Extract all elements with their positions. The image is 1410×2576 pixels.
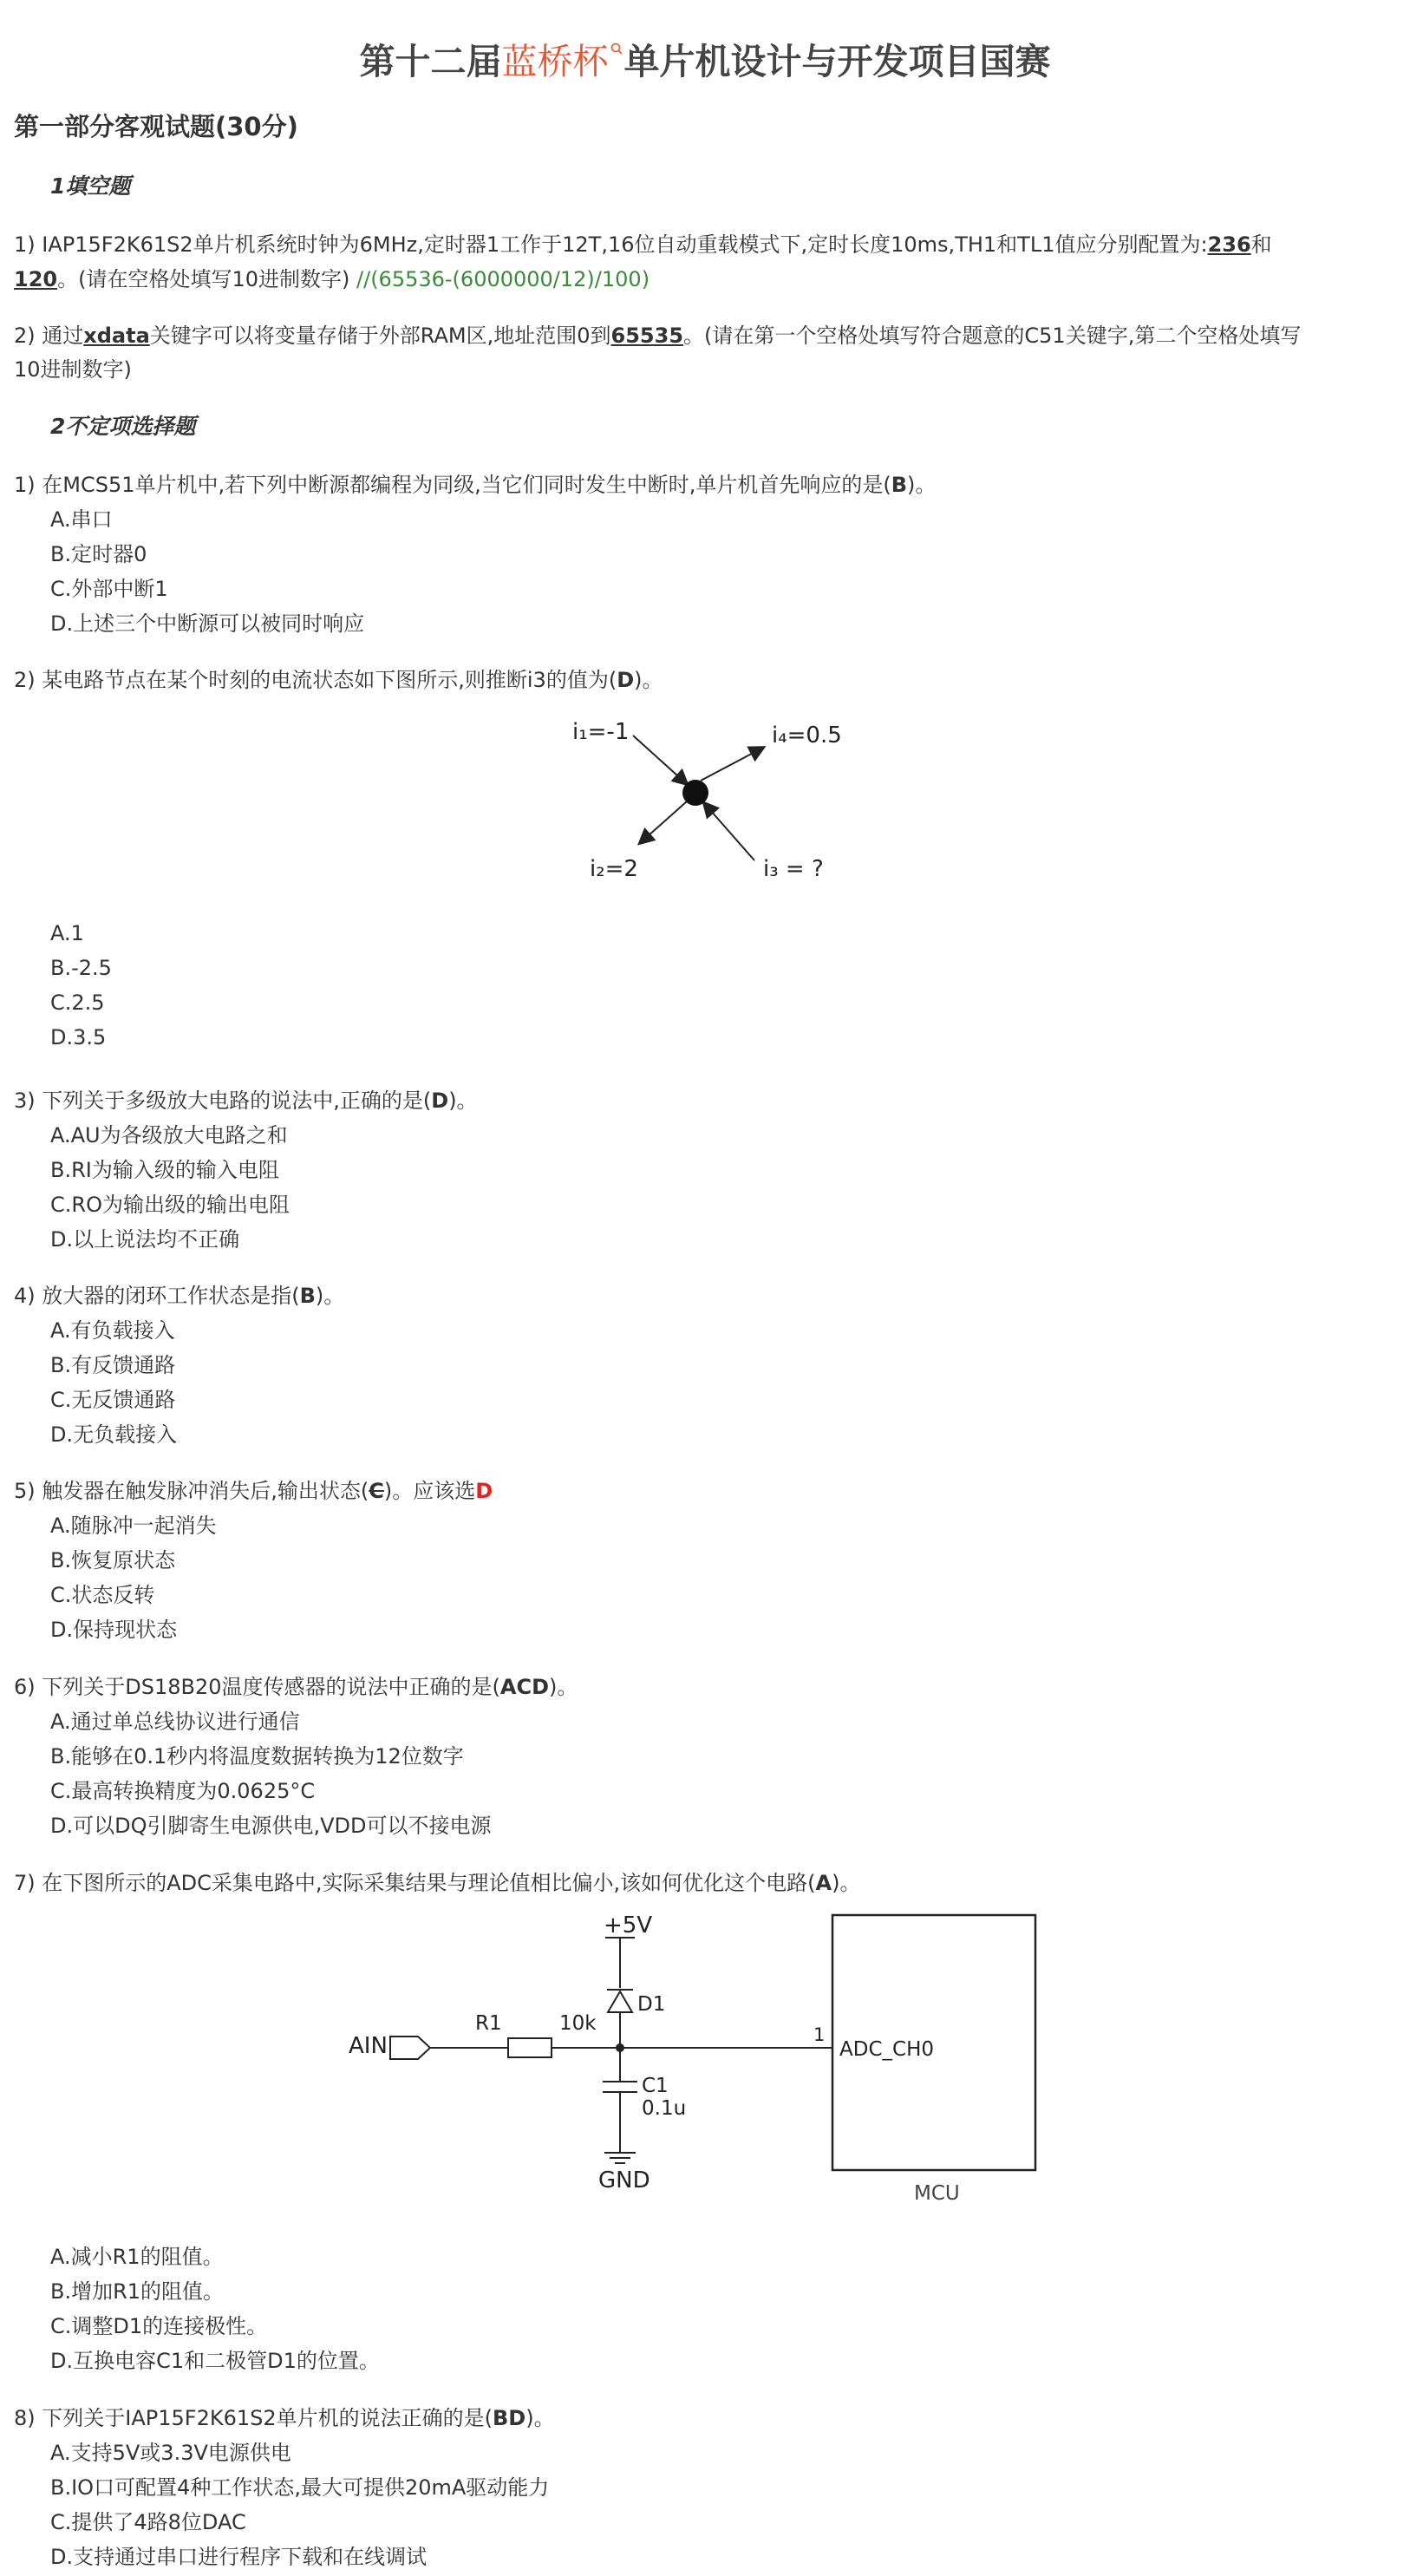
choice-q5-correction: D: [475, 1479, 493, 1503]
choice-q4-answer: B: [299, 1284, 316, 1308]
fill-q2-answer2: 65535: [610, 324, 684, 348]
choice-q4-option-a: A.有负载接入: [50, 1318, 175, 1343]
choice-q5-stem: 5) 触发器在触发脉冲消失后,输出状态(C)。应该选D: [14, 1479, 493, 1503]
choice-q2-answer: D: [617, 668, 635, 692]
choice-q6-option-c: C.最高转换精度为0.0625°C: [50, 1779, 316, 1803]
choice-q8-option-d: D.支持通过串口进行程序下载和在线调试: [50, 2545, 428, 2569]
choice-q6-option-d: D.可以DQ引脚寄生电源供电,VDD可以不接电源: [50, 1814, 492, 1838]
label-pin1: 1: [813, 2024, 826, 2045]
choice-q7-answer: A: [815, 1871, 832, 1895]
fill-q1-line1: 1) IAP15F2K61S2单片机系统时钟为6MHz,定时器1工作于12T,16位自动重载模式下,定时长度10ms,TH1和TL1值应分别配置为:236和: [14, 232, 1272, 257]
arrow-i4: [701, 748, 763, 781]
fill-q1-line2: 120。(请在空格处填写10进制数字) //(65536-(6000000/12)/100): [14, 267, 650, 291]
fill-q1-answer1: 236: [1207, 232, 1251, 257]
label-i1: i₁=-1: [572, 719, 630, 745]
choice-q3-stem: 3) 下列关于多级放大电路的说法中,正确的是(D)。: [14, 1089, 478, 1113]
choice-q5-option-c: C.状态反转: [50, 1583, 155, 1607]
choice-q6-option-a: A.通过单总线协议进行通信: [50, 1710, 300, 1734]
choice-q8-option-a: A.支持5V或3.3V电源供电: [50, 2441, 291, 2465]
arrow-i2: [640, 801, 687, 843]
label-i3: i₃ = ?: [763, 856, 824, 882]
choice-q3-option-c: C.RO为输出级的输出电阻: [50, 1193, 290, 1217]
choice-heading: 2不定项选择题: [50, 414, 196, 439]
choice-q2-stem: 2) 某电路节点在某个时刻的电流状态如下图所示,则推断i3的值为(D)。: [14, 668, 663, 692]
label-r1: R1: [475, 2012, 502, 2035]
label-d1: D1: [637, 1993, 666, 2016]
label-mcu: MCU: [914, 2182, 960, 2205]
choice-q8-stem: 8) 下列关于IAP15F2K61S2单片机的说法正确的是(BD)。: [14, 2406, 555, 2430]
resistor-r1: [508, 2038, 552, 2057]
label-i2: i₂=2: [590, 856, 638, 882]
title-suffix: 单片机设计与开发项目国赛: [623, 41, 1051, 82]
title-link-lanqiaobei[interactable]: 蓝桥杯: [501, 41, 609, 82]
circuit-node: [682, 780, 708, 806]
label-i4: i₄=0.5: [772, 722, 842, 749]
choice-q2-option-b: B.-2.5: [50, 956, 112, 980]
label-r1-value: 10k: [559, 2012, 597, 2035]
choice-q2-option-c: C.2.5: [50, 991, 105, 1015]
arrow-i3: [704, 803, 754, 860]
choice-q1-stem: 1) 在MCS51单片机中,若下列中断源都编程为同级,当它们同时发生中断时,单片机首先响应的是(B)。: [14, 473, 937, 497]
choice-q4-option-d: D.无负载接入: [50, 1422, 178, 1447]
choice-q8-answer: BD: [493, 2406, 526, 2430]
choice-q5-answer: C: [369, 1479, 384, 1503]
choice-q4-stem: 4) 放大器的闭环工作状态是指(B)。: [14, 1284, 345, 1308]
choice-q2-option-d: D.3.5: [50, 1025, 107, 1049]
choice-q3-answer: D: [431, 1089, 449, 1113]
choice-q6-stem: 6) 下列关于DS18B20温度传感器的说法中正确的是(ACD)。: [14, 1675, 578, 1699]
choice-q1-option-d: D.上述三个中断源可以被同时响应: [50, 611, 365, 636]
diode-d1: [608, 1991, 632, 2012]
choice-q1-option-a: A.串口: [50, 507, 113, 532]
label-gnd: GND: [598, 2167, 650, 2194]
arrow-i1: [633, 736, 687, 784]
fill-q2-line2: 10进制数字): [14, 357, 132, 382]
choice-q6-answer: ACD: [499, 1675, 549, 1699]
section-heading-objective: 第一部分客观试题(30分): [14, 112, 298, 141]
choice-q1-answer: B: [891, 473, 908, 497]
label-c1-value: 0.1u: [642, 2097, 687, 2120]
fill-q1-note: //(65536-(6000000/12)/100): [356, 267, 650, 291]
title-prefix: 第十二届: [359, 41, 502, 82]
fill-q1-answer2: 120: [14, 267, 58, 291]
choice-q3-option-b: B.RI为输入级的输入电阻: [50, 1158, 279, 1182]
label-vcc: +5V: [604, 1912, 653, 1939]
choice-q5-option-b: B.恢复原状态: [50, 1548, 176, 1572]
fill-q2-line1: 2) 通过xdata关键字可以将变量存储于外部RAM区,地址范围0到65535。(请在第一个空格处填写符合题意的C51关键字,第二个空格处填写: [14, 324, 1302, 348]
choice-q7-option-b: B.增加R1的阻值。: [50, 2279, 225, 2304]
choice-q1-option-b: B.定时器0: [50, 542, 147, 566]
choice-q7-option-a: A.减小R1的阻值。: [50, 2245, 224, 2269]
choice-q3-option-d: D.以上说法均不正确: [50, 1227, 240, 1252]
search-icon[interactable]: [610, 22, 623, 34]
choice-q6-option-b: B.能够在0.1秒内将温度数据转换为12位数字: [50, 1744, 464, 1769]
choice-q4-option-c: C.无反馈通路: [50, 1388, 176, 1412]
adc-circuit-figure: [338, 1908, 1093, 2220]
choice-q7-option-d: D.互换电容C1和二极管D1的位置。: [50, 2349, 380, 2373]
fill-q2-answer1: xdata: [83, 324, 150, 348]
choice-q8-option-c: C.提供了4路8位DAC: [50, 2510, 246, 2534]
fill-heading: 1填空题: [50, 173, 131, 199]
choice-q7-stem: 7) 在下图所示的ADC采集电路中,实际采集结果与理论值相比偏小,该如何优化这个电路(A)。: [14, 1871, 861, 1895]
label-adc-ch0: ADC_CH0: [839, 2038, 934, 2061]
page-title: [0, 33, 1410, 84]
current-node-figure: [555, 711, 867, 902]
label-ain: AIN: [349, 2033, 388, 2059]
choice-q4-option-b: B.有反馈通路: [50, 1353, 176, 1377]
choice-q5-option-a: A.随脉冲一起消失: [50, 1514, 217, 1538]
ain-port: [390, 2037, 430, 2059]
choice-q2-option-a: A.1: [50, 921, 84, 945]
choice-q7-option-c: C.调整D1的连接极性。: [50, 2314, 268, 2338]
choice-q1-option-c: C.外部中断1: [50, 577, 168, 601]
choice-q8-option-b: B.IO口可配置4种工作状态,最大可提供20mA驱动能力: [50, 2475, 550, 2500]
choice-q3-option-a: A.AU为各级放大电路之和: [50, 1123, 288, 1147]
choice-q5-option-d: D.保持现状态: [50, 1618, 178, 1642]
label-c1: C1: [642, 2075, 669, 2097]
